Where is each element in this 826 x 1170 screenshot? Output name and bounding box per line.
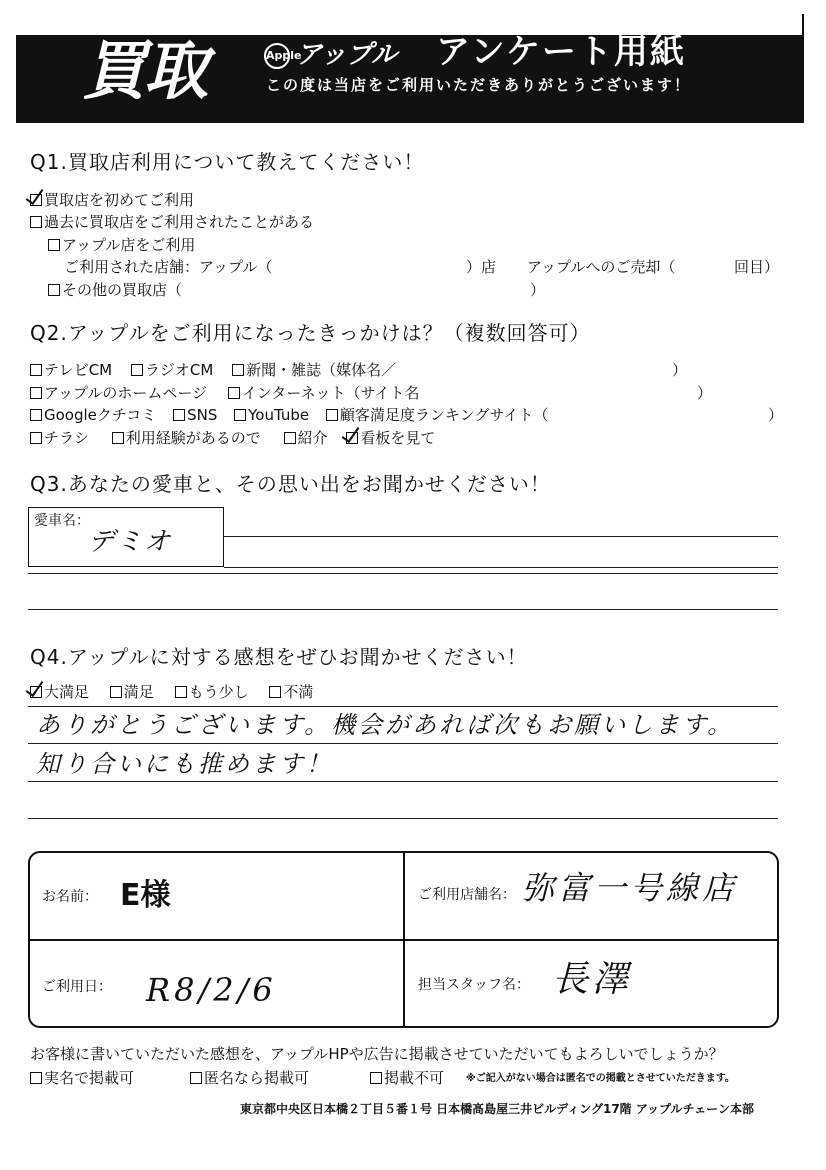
header-heading: アンケート用紙 (436, 32, 686, 72)
comment-line-2[interactable] (28, 743, 778, 744)
q1-option-other[interactable]: その他の買取店（ (48, 280, 182, 300)
name-value[interactable]: E様 (120, 878, 171, 913)
q2-option-youtube[interactable]: YouTube (234, 405, 309, 425)
checked-box-icon[interactable] (30, 194, 42, 206)
checkbox-icon[interactable] (232, 364, 244, 376)
checkbox-icon[interactable] (30, 216, 42, 228)
memory-line-1[interactable] (224, 536, 778, 537)
checkbox-icon[interactable] (30, 387, 42, 399)
q2-row-4 (30, 428, 435, 448)
date-value-handwritten[interactable]: R8/2/6 (146, 971, 277, 1009)
brand-logo (264, 40, 397, 70)
q1-sell-suffix: 回目） (734, 258, 780, 276)
q2-option-intro[interactable]: 紹介 (284, 428, 328, 448)
car-name-handwritten: デミオ (88, 527, 173, 557)
checkbox-icon[interactable] (175, 686, 187, 698)
comment-line-1[interactable] (28, 706, 778, 707)
q2-row-2 (30, 383, 419, 403)
q4-option-satisfied[interactable]: 満足 (110, 682, 154, 702)
checkbox-icon[interactable] (30, 364, 42, 376)
checked-box-icon[interactable] (30, 686, 42, 698)
apple-logo-icon: Apple (264, 43, 290, 69)
consent-note: ※ご記入がない場合は匿名での掲載とさせていただきます。 (466, 1073, 735, 1084)
checkbox-icon[interactable] (30, 409, 42, 421)
store-value-handwritten[interactable]: 弥富一号線店 (522, 869, 739, 907)
q1-store-suffix: ）店 (466, 258, 497, 276)
q2-row-3 (30, 405, 548, 425)
checkbox-icon[interactable] (234, 409, 246, 421)
q1-store-prefix: ご利用された店舗：アップル（ (64, 258, 273, 276)
q2-option-experience[interactable]: 利用経験があるので (112, 428, 261, 448)
checkbox-icon[interactable] (370, 1072, 382, 1084)
q2-row-1 (30, 360, 396, 380)
q2-option-radio[interactable]: ラジオCM (131, 360, 213, 380)
consent-option-anon[interactable]: 匿名なら掲載可 (190, 1068, 309, 1088)
info-divider-horizontal (28, 939, 779, 941)
memory-line-3[interactable] (28, 573, 778, 574)
checkbox-icon[interactable] (131, 364, 143, 376)
staff-value-handwritten[interactable]: 長澤 (552, 959, 633, 1000)
store-label: ご利用店舗名： (418, 887, 516, 903)
q1-option-apple[interactable]: アップル店をご利用 (48, 235, 195, 255)
checkbox-icon[interactable] (30, 1072, 42, 1084)
checkbox-icon[interactable] (30, 432, 42, 444)
memory-line-4[interactable] (28, 609, 778, 610)
q2-option-ranking[interactable]: 顧客満足度ランキングサイト（ (326, 405, 549, 425)
q4-option-dissatisfied[interactable]: 不満 (269, 682, 313, 702)
q1-option-past[interactable]: 過去に買取店をご利用されたことがある (30, 212, 314, 232)
q2-news-close: ） (672, 361, 688, 379)
car-name-label: 愛車名： (34, 513, 90, 529)
q3-question: Q3.あなたの愛車と、その思い出をお聞かせください！ (30, 472, 551, 496)
q1-other-close: ） (530, 281, 546, 299)
comment-line-3[interactable] (28, 781, 778, 782)
checkbox-icon[interactable] (48, 284, 60, 296)
consent-option-no[interactable]: 掲載不可 (370, 1068, 444, 1088)
q4-option-more[interactable]: もう少し (175, 682, 249, 702)
comment-handwritten-line-1: ありがとうございます。機会があれば次もお願いします。 (36, 711, 735, 739)
q2-option-internet[interactable]: インターネット（サイト名 (228, 383, 420, 403)
checkbox-icon[interactable] (190, 1072, 202, 1084)
q2-question: Q2.アップルをご利用になったきっかけは？（複数回答可） (30, 321, 591, 345)
q2-option-news[interactable]: 新聞・雑誌（媒体名／ (232, 360, 396, 380)
q2-internet-close: ） (697, 384, 713, 402)
q1-sell-prefix: アップルへのご売却（ (527, 258, 676, 276)
q2-option-homepage[interactable]: アップルのホームページ (30, 383, 207, 403)
q2-option-sns[interactable]: SNS (173, 405, 217, 425)
checkbox-icon[interactable] (228, 387, 240, 399)
consent-question: お客様に書いていただいた感想を、アップルHPや広告に掲載させていただいてもよろしいでしょうか？ (30, 1045, 724, 1063)
q1-option-first[interactable]: 買取店を初めてご利用 (30, 190, 194, 210)
q2-option-tv[interactable]: テレビCM (30, 360, 112, 380)
brand-name: アップル (296, 40, 398, 70)
q2-option-signboard[interactable]: 看板を見て (346, 428, 435, 448)
memory-line-2[interactable] (224, 567, 778, 568)
checkbox-icon[interactable] (48, 239, 60, 251)
header-subtitle: この度は当店をご利用いただきありがとうございます！ (266, 76, 692, 94)
comment-handwritten-line-2: 知り合いにも推めます！ (36, 750, 333, 778)
name-label: お名前： (42, 889, 98, 905)
q2-option-flyer[interactable]: チラシ (30, 428, 89, 448)
q2-option-google[interactable]: Googleクチコミ (30, 405, 156, 425)
footer-address: 東京都中央区日本橋２丁目５番１号 日本橋髙島屋三井ビルディング17階 アップルチェーン本部 (240, 1102, 754, 1116)
checkbox-icon[interactable] (284, 432, 296, 444)
checked-box-icon[interactable] (346, 432, 358, 444)
q4-question: Q4.アップルに対する感想をぜひお聞かせください！ (30, 645, 528, 669)
date-label: ご利用日： (42, 979, 112, 995)
comment-line-4[interactable] (28, 818, 778, 819)
checkbox-icon[interactable] (269, 686, 281, 698)
checkbox-icon[interactable] (110, 686, 122, 698)
header-title: 買取 (82, 35, 206, 109)
staff-label: 担当スタッフ名： (418, 977, 530, 993)
q4-option-very-satisfied[interactable]: 大満足 (30, 682, 89, 702)
q1-question: Q1.買取店利用について教えてください！ (30, 150, 425, 174)
consent-option-real[interactable]: 実名で掲載可 (30, 1068, 134, 1088)
checkbox-icon[interactable] (112, 432, 124, 444)
q2-ranking-close: ） (768, 406, 784, 424)
checkbox-icon[interactable] (326, 409, 338, 421)
q4-options (30, 682, 313, 702)
checkbox-icon[interactable] (173, 409, 185, 421)
